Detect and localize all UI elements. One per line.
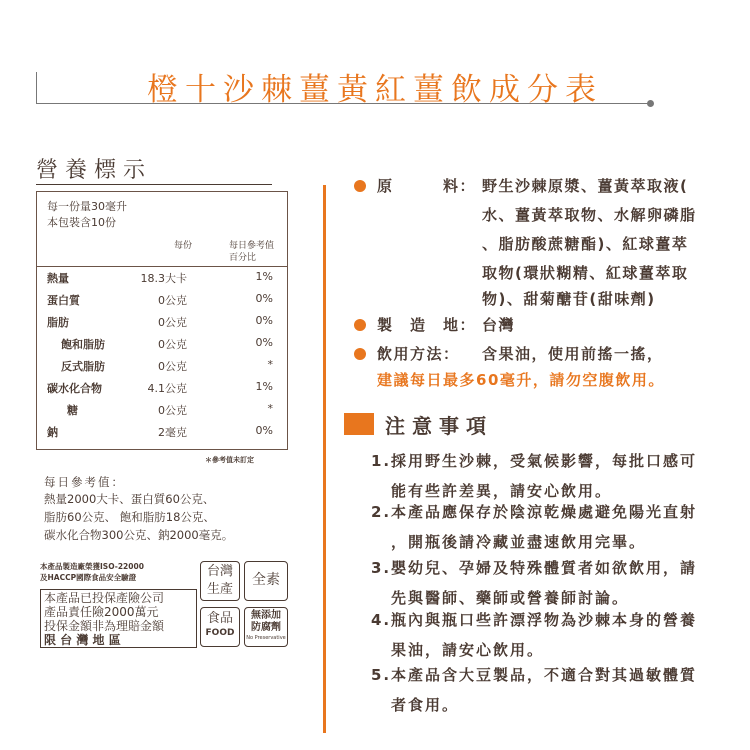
nutrition-table — [36, 191, 288, 450]
note-text: 果油，請安心飲用。 — [391, 641, 545, 659]
note-text: 者食用。 — [391, 696, 460, 714]
nutrient-name: 脂肪 — [47, 316, 69, 329]
daily-reference-title: 每日參考值： — [44, 475, 125, 489]
certification-text — [40, 561, 195, 583]
ingredients-line: 物)、甜菊醣苷(甜味劑) — [482, 290, 656, 308]
nutrient-daily-pct: 0% — [255, 336, 273, 349]
note-text: 瓶內與瓶口些許漂浮物為沙棘本身的營養 — [391, 611, 698, 629]
table-row — [37, 376, 287, 398]
column-header-daily: 每日參考值 — [229, 241, 275, 251]
nutrient-value: 4.1公克 — [147, 382, 187, 395]
notes-heading-bar — [344, 413, 374, 435]
nutrient-value: 0公克 — [158, 360, 187, 373]
insurance-line: 限 台 灣 地 區 — [44, 633, 121, 647]
note-text: 能有些許差異，請安心飲用。 — [391, 482, 613, 500]
list-item — [371, 553, 726, 613]
usage-advice: 建議每日最多60毫升，請勿空腹飲用。 — [377, 371, 665, 389]
nutrient-daily-pct: 1% — [255, 270, 273, 283]
daily-reference-line: 碳水化合物300公克、鈉2000毫克。 — [44, 528, 234, 542]
nutrient-daily-pct: 0% — [255, 424, 273, 437]
list-item — [371, 605, 726, 665]
ingredients-line: 水、薑黃萃取物、水解卵磷脂 — [482, 206, 697, 224]
note-text: 嬰幼兒、孕婦及特殊體質者如欲飲用，請 — [391, 559, 698, 577]
table-row — [37, 332, 287, 354]
note-text: 採用野生沙棘，受氣候影響，每批口感可 — [391, 452, 698, 470]
nutrient-name: 碳水化合物 — [47, 382, 102, 395]
insurance-line: 產品責任險2000萬元 — [44, 605, 159, 619]
note-text: 本產品應保存於陰涼乾燥處避免陽光直射 — [391, 503, 698, 521]
nutrient-value: 0公克 — [158, 294, 187, 307]
nutrient-daily-pct: 1% — [255, 380, 273, 393]
nutrient-value: 0公克 — [158, 404, 187, 417]
insurance-line: 投保金額非為理賠金額 — [44, 619, 165, 633]
cert-line: 及HACCP國際食品安全驗證 — [40, 573, 137, 582]
ingredients-line: 取物(環狀糊精、紅球薑萃取 — [482, 264, 689, 282]
nutrient-name: 熱量 — [47, 272, 69, 285]
note-text: ，開瓶後請冷藏並盡速飲用完畢。 — [391, 533, 647, 551]
insurance-line: 本產品已投保產險公司 — [44, 591, 165, 605]
page-title: 橙十沙棘薑黃紅薑飲成分表 — [147, 72, 603, 108]
daily-value-footnote: ＊參考值未訂定 — [205, 456, 254, 464]
note-text: 本產品含大豆製品，不適合對其過敏體質 — [391, 666, 698, 684]
column-header-daily-pct: 百分比 — [229, 253, 257, 263]
usage-value: 含果油，使用前搖一搖， — [482, 345, 664, 363]
table-row — [37, 266, 287, 288]
nutrient-daily-pct: 0% — [255, 314, 273, 327]
list-item — [371, 660, 726, 720]
note-text: 先與醫師、藥師或營養師討論。 — [391, 589, 630, 607]
ingredients-label: 原 料： — [377, 177, 477, 195]
note-number: 3. — [371, 559, 392, 577]
vegan-badge: 全素 — [244, 561, 288, 601]
nutrient-daily-pct: 0% — [255, 292, 273, 305]
nutrient-value: 2毫克 — [158, 426, 187, 439]
nutrient-name: 飽和脂肪 — [61, 338, 105, 351]
nutrition-heading-line — [36, 184, 272, 185]
note-number: 5. — [371, 666, 392, 684]
nutrient-name: 蛋白質 — [47, 294, 80, 307]
serving-size: 每一份量30毫升 — [47, 200, 127, 213]
nutrient-name: 反式脂肪 — [61, 360, 105, 373]
column-header-per-serving: 每份 — [174, 241, 193, 251]
daily-reference-line: 熱量2000大卡、蛋白質60公克、 — [44, 492, 215, 506]
made-in-taiwan-badge: 台灣 生產 — [200, 561, 240, 601]
no-preservative-badge: 無添加 防腐劑 No Preservative — [244, 607, 288, 647]
bullet-dot — [354, 319, 366, 331]
table-row — [37, 288, 287, 310]
nutrient-value: 0公克 — [158, 338, 187, 351]
origin-value: 台灣 — [482, 316, 516, 334]
ingredients-line: 、脂肪酸蔗糖酯)、紅球薑萃 — [482, 235, 689, 253]
bullet-dot — [354, 180, 366, 192]
list-item — [371, 497, 726, 557]
note-number: 2. — [371, 503, 392, 521]
table-row — [37, 354, 287, 376]
servings-per-pack: 本包裝含10份 — [47, 216, 116, 229]
daily-reference-line: 脂肪60公克、 飽和脂肪18公克、 — [44, 510, 215, 524]
note-number: 1. — [371, 452, 392, 470]
nutrient-daily-pct: * — [267, 358, 273, 371]
notes-heading: 注意事項 — [385, 414, 493, 438]
table-row — [37, 310, 287, 332]
table-row — [37, 398, 287, 420]
usage-label: 飲用方法： — [377, 345, 460, 363]
nutrient-value: 0公克 — [158, 316, 187, 329]
ingredients-line: 野生沙棘原漿、薑黃萃取液( — [482, 177, 689, 195]
cert-line: 本產品製造廠榮獲ISO-22000 — [40, 562, 144, 571]
nutrition-heading: 營養標示 — [36, 158, 153, 183]
nutrient-name: 鈉 — [47, 426, 58, 439]
bullet-dot — [354, 348, 366, 360]
nutrient-daily-pct: * — [267, 402, 273, 415]
nutrient-value: 18.3大卡 — [140, 272, 187, 285]
table-row — [37, 420, 287, 442]
nutrient-name: 糖 — [67, 404, 78, 417]
food-badge: 食品 FOOD — [200, 607, 240, 647]
origin-label: 製 造 地： — [377, 316, 477, 334]
note-number: 4. — [371, 611, 392, 629]
insurance-box — [40, 589, 197, 648]
column-divider — [323, 185, 326, 733]
